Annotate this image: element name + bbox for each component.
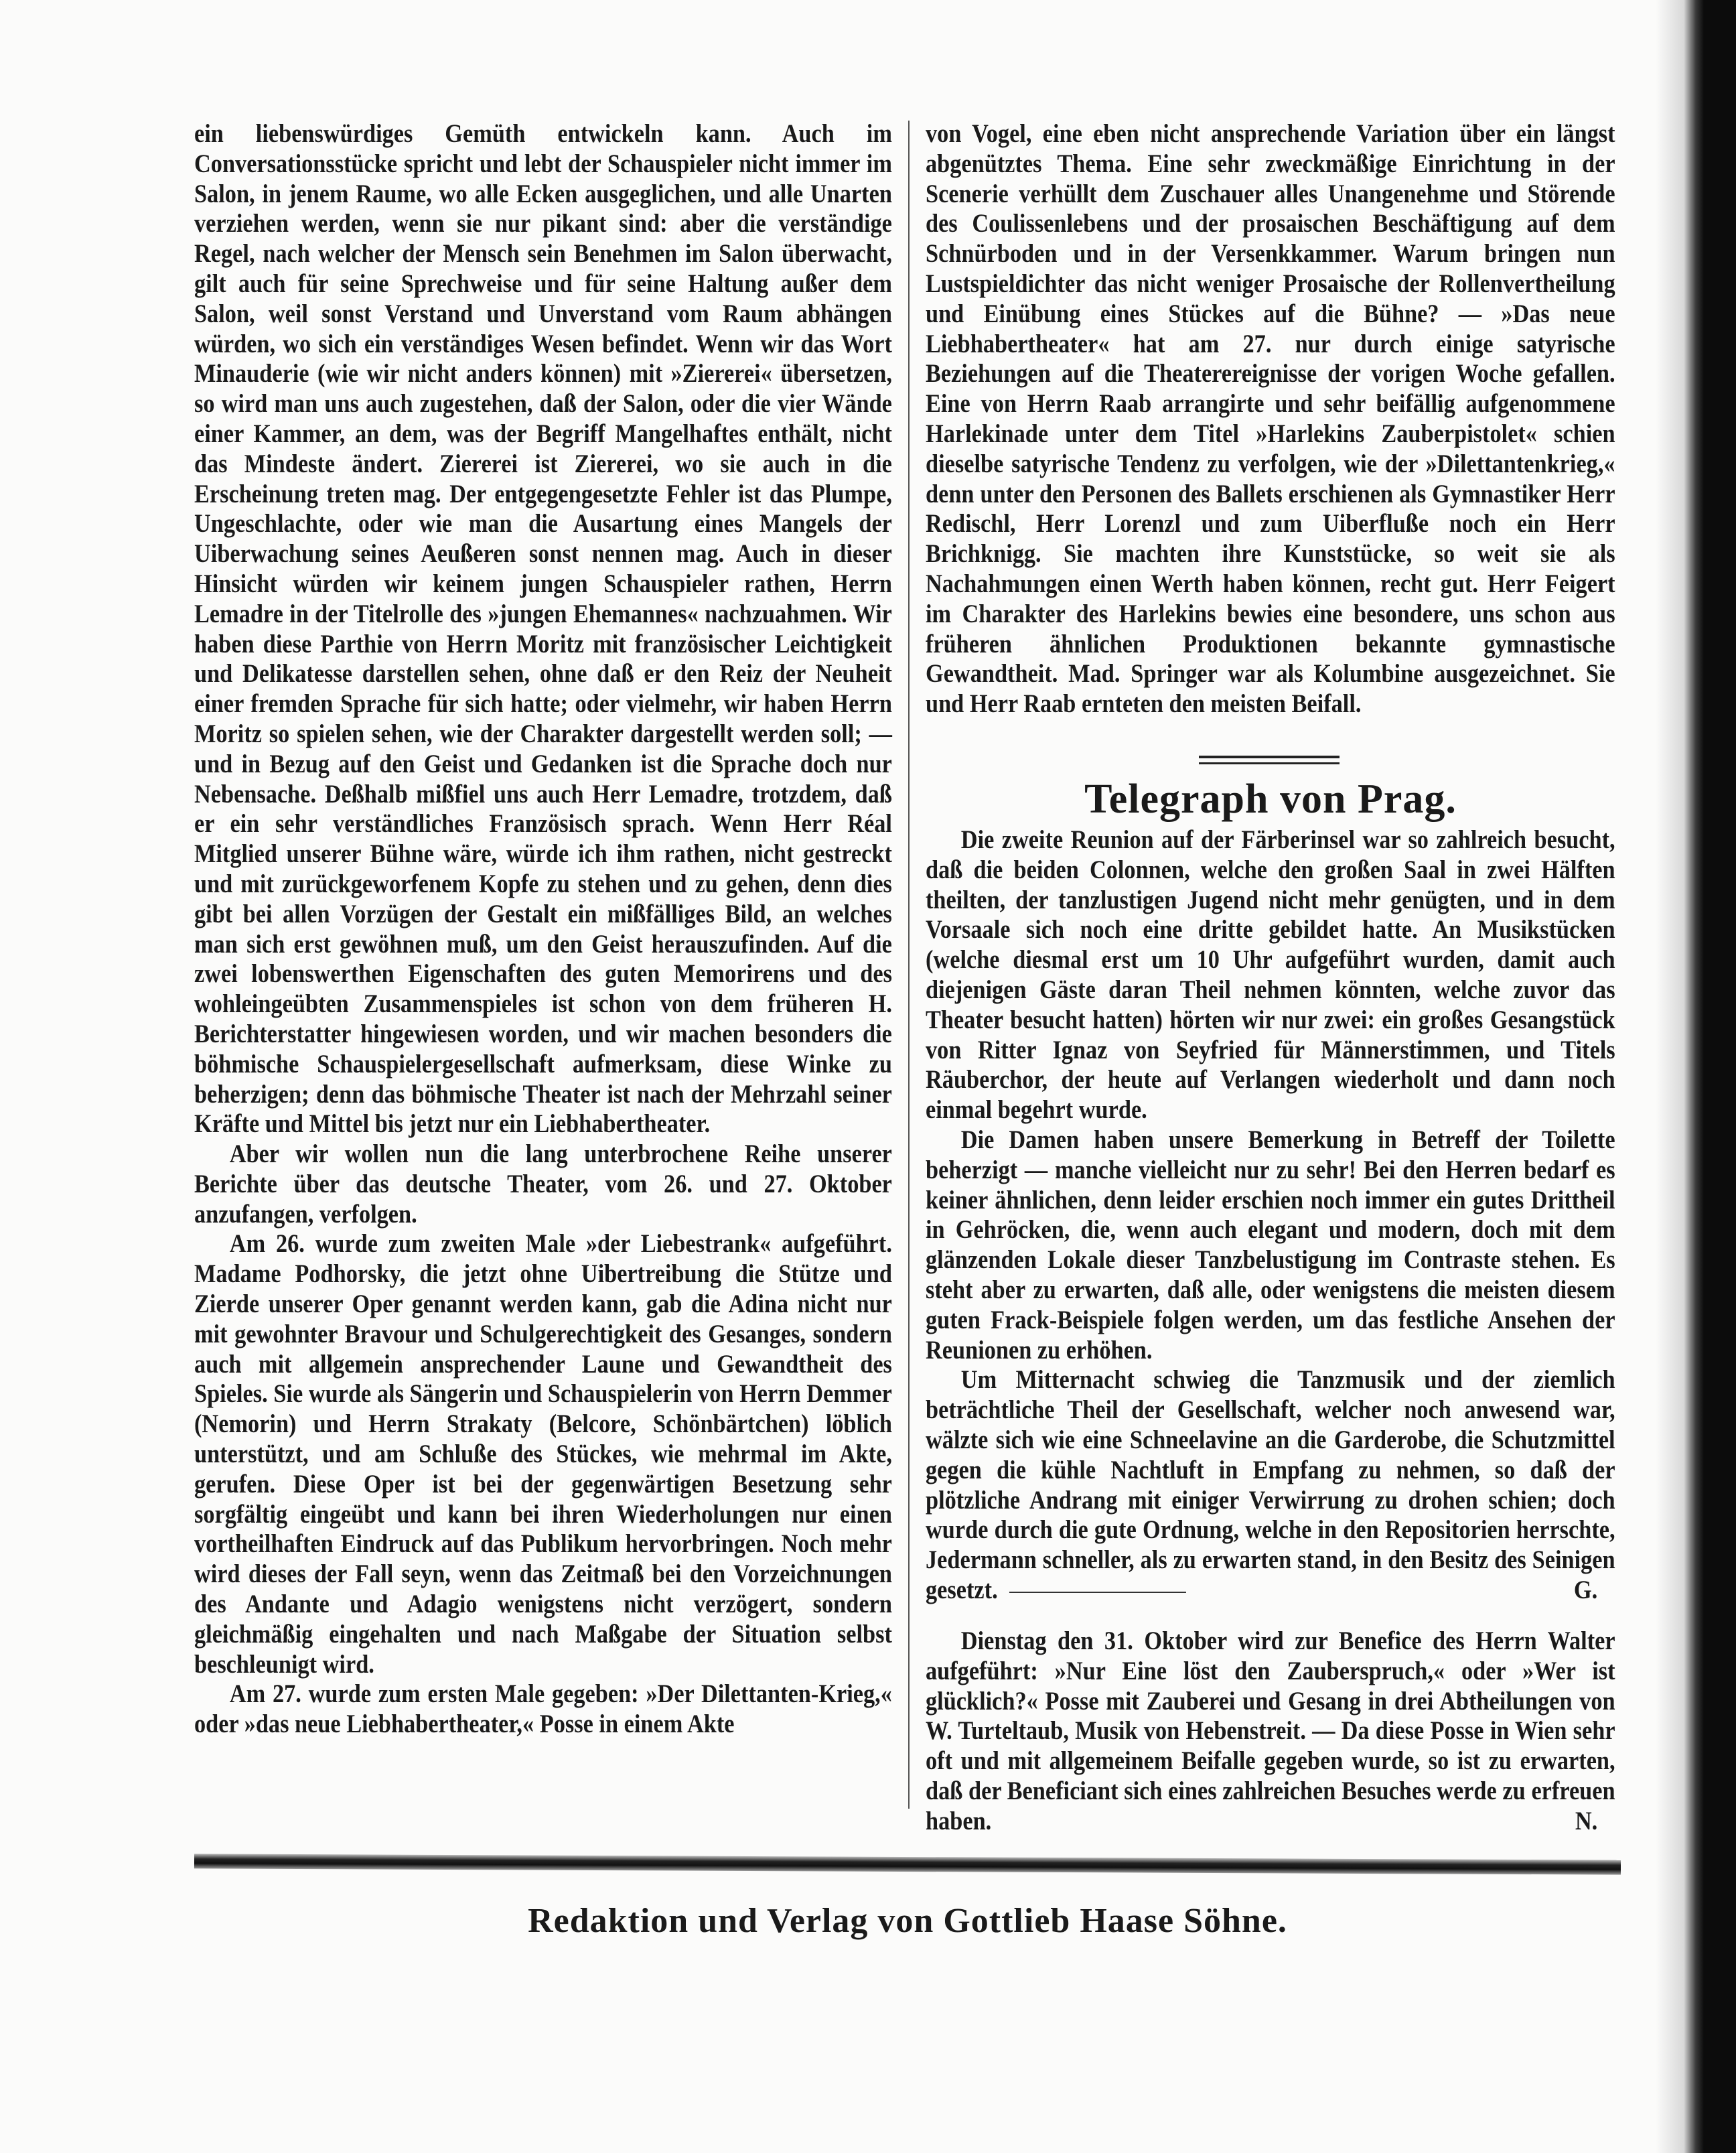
paragraph-text: Um Mitternacht schwieg die Tanzmusik und der ziemlich beträchtliche Theil der Gesellschaft, welcher noch anwesend war, wälzte sich wie eine Schneelavine an die Garderobe, die Schutzmittel gegen die kühle Nachtluft in Empfang zu nehmen, so daß der plötzliche Andrang mit einiger Verwirrung zu drohen schien; doch wurde durch die gute Ordnung, welche in den Repositorien herrschte, Jedermann schneller, als zu erwarten stand, in den Besitz des Seinigen gesetzt. xyxy=(926,1365,1615,1604)
paragraph: Die zweite Reunion auf der Färberinsel war so zahlreich besucht, daß die beiden Colonnen, welche den großen Saal in zwei Hälften theilten, der tanzlustigen Jugend nicht mehr genügten, und in dem Vorsaale sich noch eine dritte gebildet hatte. An Musikstücken (welche diesmal erst um 10 Uhr aufgeführt wurden, damit auch diejenigen Gäste daran Theil nehmen könnten, welche zuvor das Theater besucht hatten) hörten wir nur zwei: ein großes Gesangstück von Ritter Ignaz von Seyfried für Männerstimmen, und Titels Räuberchor, der heute auf Verlangen wiederholt und dann noch einmal begehrt wurde. xyxy=(926,825,1615,1125)
column-divider xyxy=(908,121,910,1809)
paragraph: Aber wir wollen nun die lang unterbrochene Reihe unserer Berichte über das deutsche Theater, vom 26. und 27. Oktober anzufangen, verfolgen. xyxy=(194,1139,892,1229)
signature: N. xyxy=(1575,1806,1598,1835)
imprint: Redaktion und Verlag von Gottlieb Haase Söhne. xyxy=(528,1902,1287,1940)
paragraph: Am 26. wurde zum zweiten Male »der Liebestrank« aufgeführt. Madame Podhorsky, die jetzt ohne Uibertreibung die Stütze und Zierde unserer Oper genannt werden kann, gab die Adina nicht nur mit gewohnter Bravour und Schulgerechtigkeit des Gesanges, sondern auch mit allgemein ansprechender Laune und Gewandtheit des Spieles. Sie wurde als Sängerin und Schauspielerin von Herrn Demmer (Nemorin) und Herrn Strakaty (Belcore, Schönbärtchen) löblich unterstützt, und am Schluße des Stückes, wie mehrmal im Akte, gerufen. Diese Oper ist bei der gegenwärtigen Besetzung sehr sorgfältig eingeübt und kann bei ihren Wiederholungen nur einen vortheilhaften Eindruck auf das Publikum hervorbringen. Noch mehr wird dieses der Fall seyn, wenn das Zeitmaß bei den Vorzeichnungen des Andante und Adagio wenigstens nicht verzögert, sondern gleichmäßig eingehalten und nach Maßgabe der Situation selbst beschleunigt wird. xyxy=(194,1229,892,1679)
paragraph: ein liebenswürdiges Gemüth entwickeln kann. Auch im Conversationsstücke spricht und lebt der Schauspieler nicht immer im Salon, in jenem Raume, wo alle Ecken ausgeglichen, und alle Unarten verziehen werden, wenn sie nur pikant sind: aber die verständige Regel, nach welcher der Mensch sein Benehmen im Salon überwacht, gilt auch für seine Sprechweise und für seine Haltung außer dem Salon, weil sonst Verstand und Unverstand vom Raum abhängen würden, wo sich ein verständiges Wesen befindet. Wenn wir das Wort Minauderie (wie wir nicht anders können) mit »Ziererei« übersetzen, so wird man uns auch zugestehen, daß der Salon, oder die vier Wände einer Kammer, an dem, was der Begriff Mangelhaftes enthält, nicht das Mindeste ändert. Ziererei ist Ziererei, wo sie auch in die Erscheinung treten mag. Der entgegengesetzte Fehler ist das Plumpe, Ungeschlachte, oder wie man die Ausartung eines Mangels der Uiberwachung seines Aeußeren sonst nennen mag. Auch in dieser Hinsicht würden wir keinem jungen Schauspieler rathen, Herrn Lemadre in der Titelrolle des »jungen Ehemannes« nachzuahmen. Wir haben diese Parthie von Herrn Moritz mit französischer Leichtigkeit und Delikatesse darstellen sehen, ohne daß er den Reiz der Neuheit einer fremden Sprache für sich hatte; oder vielmehr, wir haben Herrn Moritz so spielen sehen, wie der Charakter dargestellt werden soll; — und in Bezug auf den Geist und Gedanken ist die Sprache doch nur Nebensache. Deßhalb mißfiel uns auch Herr Lemadre, trotzdem, daß er ein sehr verständliches Französisch sprach. Wenn Herr Réal Mitglied unserer Bühne wäre, würde ich ihm rathen, nicht gestreckt und mit zurückgeworfenem Kopfe zu stehen und zu gehen, denn dies gibt bei allen Vorzügen der Gestalt ein mißfälliges Bild, an welches man sich erst gewöhnen muß, um den Geist herauszufinden. Auf die zwei lobenswerthen Eigenschaften des guten Memorirens und des wohleingeübten Zusammenspieles ist schon von dem früheren H. Berichterstatter hingewiesen worden, und wir machen besonders die böhmische Schauspielergesellschaft aufmerksam, diese Winke zu beherzigen; denn das böhmische Theater ist nach der Mehrzahl seiner Kräfte und Mittel bis jetzt nur ein Liebhabertheater. xyxy=(194,119,892,1139)
section-rule xyxy=(1199,756,1340,758)
paragraph: von Vogel, eine eben nicht ansprechende Variation über ein längst abgenütztes Thema. Eine sehr zweckmäßige Einrichtung in der Scenerie verhüllt dem Zuschauer alles Unangenehme und Störende des Coulissenlebens und der prosaischen Beschäftigung auf dem Schnürboden und in der Versenkkammer. Warum bringen nun Lustspieldichter das nicht weniger Prosaische der Rollenvertheilung und Einübung eines Stückes auf die Bühne? — »Das neue Liebhabertheater« hat am 27. nur durch einige satyrische Beziehungen auf die Theaterereignisse der vorigen Woche gefallen. Eine von Herrn Raab arrangirte und sehr beifällig aufgenommene Harlekinade unter dem Titel »Harlekins Zauberpistolet« schien dieselbe satyrische Tendenz zu verfolgen, wie der »Dilettantenkrieg,« denn unter den Personen des Ballets erschienen als Gymnastiker Herr Redischl, Herr Lorenzl und zum Uiberfluße noch ein Herr Brichknigg. Sie machten ihre Kunststücke, so weit sie als Nachahmungen einen Werth haben können, recht gut. Herr Feigert im Charakter des Harlekins bewies eine besondere, uns schon aus früheren ähnlichen Produktionen bekannte gymnastische Gewandtheit. Mad. Springer war als Kolumbine ausgezeichnet. Sie und Herr Raab ernteten den meisten Beifall. xyxy=(926,119,1615,719)
paragraph: Die Damen haben unsere Bemerkung in Betreff der Toilette beherzigt — manche vielleicht nur zu sehr! Bei den Herren bedarf es keiner ähnlichen, denn leider erschien noch immer ein gutes Drittheil in Gehröcken, die, wenn auch elegant und modern, doch mit dem glänzenden Lokale dieser Tanzbelustigung im Contraste stehen. Es steht aber zu erwarten, daß alle, oder wenigstens die meisten diesem guten Frack-Beispiele folgen werden, um das festliche Ansehen der Reunionen zu erhöhen. xyxy=(926,1125,1615,1365)
signature-line xyxy=(1009,1592,1186,1593)
section-title: Telegraph von Prag. xyxy=(1084,776,1457,822)
paragraph xyxy=(926,1626,1615,1837)
section-rule xyxy=(1199,762,1340,764)
scan-page-edge xyxy=(1656,0,1736,2153)
telegraph-section xyxy=(926,825,1615,1606)
paragraph xyxy=(926,1365,1615,1605)
signature: G. xyxy=(1573,1575,1598,1604)
paragraph: Am 27. wurde zum ersten Male gegeben: »Der Dilettanten-Krieg,« oder »das neue Liebhabertheater,« Posse in einem Akte xyxy=(194,1679,892,1739)
right-column-continuation xyxy=(926,119,1615,719)
benefit-notice xyxy=(926,1626,1615,1837)
left-column xyxy=(194,119,892,1740)
paragraph-text: Dienstag den 31. Oktober wird zur Benefice des Herrn Walter aufgeführt: »Nur Eine löst den Zauberspruch,« oder »Wer ist glücklich?« Posse mit Zauberei und Gesang in drei Abtheilungen von W. Turteltaub, Musik von Hebenstreit. — Da diese Posse in Wien sehr oft und mit allgemeinem Beifalle gegeben wurde, so ist zu erwarten, daß der Beneficiant sich eines zahlreichen Besuches werde zu erfreuen haben. xyxy=(926,1626,1615,1835)
bottom-rule xyxy=(194,1854,1621,1874)
